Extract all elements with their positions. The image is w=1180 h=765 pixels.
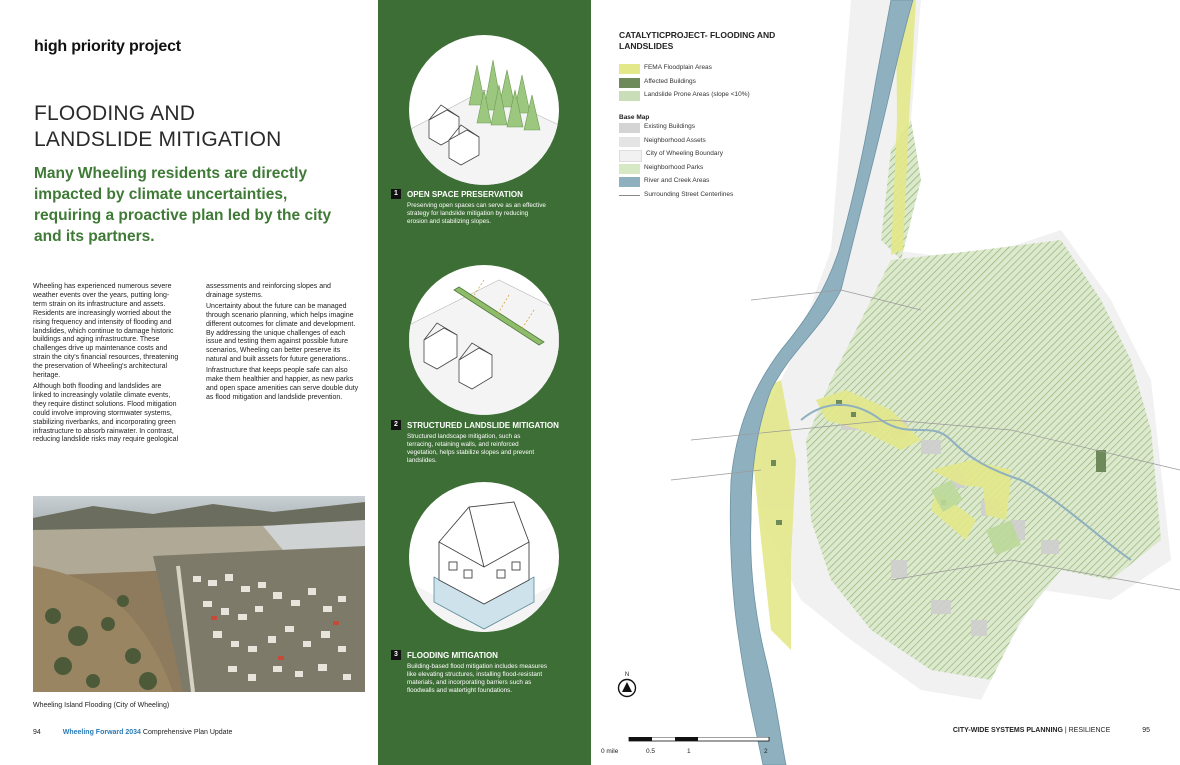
page-title	[34, 101, 354, 153]
affected-building	[776, 520, 782, 525]
legend-label: City of Wheeling Boundary	[646, 150, 723, 157]
legend-title: CATALYTICPROJECT- FLOODING AND LANDSLIDES	[619, 30, 776, 51]
paragraph: Uncertainty about the future can be managed through scenario planning, which helps imagine different outcomes for climate and development. By addressing the unique challenges of each issue and testing them against possible future scenarios, Wheeling can better preserve its natural and built assets for future generations..	[206, 302, 356, 364]
step-heading: OPEN SPACE PRESERVATION	[407, 190, 523, 199]
legend-swatch	[619, 91, 640, 101]
step-description: Structured landscape mitigation, such as terracing, retaining walls, and reinforced vegetation, helps stabilize slopes and prevent landslides.	[407, 433, 535, 464]
scale-label: 1	[687, 748, 691, 755]
kicker-label: high priority project	[34, 38, 181, 55]
map-page	[591, 0, 1180, 765]
affected-building	[771, 460, 776, 466]
page-number: 94	[33, 729, 41, 736]
scale-bar-graphic	[601, 737, 776, 743]
base-map-label: Base Map	[619, 114, 650, 121]
legend-item	[619, 64, 809, 78]
legend-item	[619, 123, 809, 137]
map-legend	[619, 30, 809, 204]
legend-swatch	[619, 78, 640, 88]
open-space-illustration	[409, 35, 559, 185]
legend-label: Neighborhood Parks	[644, 163, 704, 171]
scale-bar	[601, 730, 776, 757]
legend-item	[619, 137, 809, 151]
photo-caption: Wheeling Island Flooding (City of Wheeling)	[33, 702, 170, 709]
title-line-1: FLOODING AND	[34, 102, 196, 126]
body-column-1	[33, 283, 180, 447]
strategy-step-3	[391, 650, 581, 695]
footer-section: CITY-WIDE SYSTEMS PLANNING	[952, 727, 1063, 734]
step-number: 3	[391, 650, 401, 660]
right-footer	[953, 727, 1150, 734]
left-page	[0, 0, 378, 765]
legend-swatch	[619, 164, 640, 174]
scale-label: 0.5	[646, 748, 656, 755]
paragraph: Although both flooding and landslides are linked to increasingly volatile climate events, they require distinct solutions. Flood mitigation could involve improving stormwater systems, stabilizing riverbanks, and incorporating green infrastructure to absorb rainwater. In contrast, reducing landslide risks may require geological	[33, 382, 179, 444]
legend-label: Landslide Prone Areas (slope <10%)	[644, 91, 750, 98]
flood-building-illustration	[409, 482, 559, 632]
legend-swatch	[619, 177, 640, 187]
legend-label: FEMA Floodplain Areas	[644, 64, 712, 71]
footer-topic: RESILIENCE	[1068, 727, 1111, 734]
paragraph: assessments and reinforcing slopes and drainage systems.	[206, 283, 331, 299]
legend-items	[619, 64, 809, 204]
title-line-2: LANDSLIDE MITIGATION	[34, 128, 282, 152]
legend-label: Neighborhood Assets	[644, 136, 706, 144]
strategies-panel	[378, 0, 591, 765]
legend-item	[619, 164, 809, 178]
lede-statement: Many Wheeling residents are directly impacted by climate uncertainties, requiring a proactive plan led by the city and its partners.	[34, 165, 332, 245]
affected-building	[851, 412, 856, 417]
flood-photo	[33, 496, 365, 692]
scale-label: 2	[764, 748, 768, 755]
step-number: 2	[391, 420, 401, 430]
strategy-step-1	[391, 189, 581, 226]
footer-text: Comprehensive Plan Update	[142, 729, 233, 736]
step-number: 1	[391, 189, 401, 199]
paragraph: Infrastructure that keeps people safe can also make them healthier and happier, as new parks and open space amenities can serve double duty as flood mitigation and landslide prevention.	[206, 367, 359, 401]
left-footer	[33, 729, 232, 736]
step-description: Building-based flood mitigation includes measures like elevating structures, installing flood-resistant materials, and incorporating barriers such as floodwalls and watertight foundations.	[407, 663, 548, 694]
legend-item	[619, 177, 809, 191]
affected-building	[1096, 450, 1106, 472]
north-arrow	[617, 672, 637, 703]
step-description: Preserving open spaces can serve as an effective strategy for landslide mitigation by reducing erosion and stabilizing slopes.	[407, 202, 546, 225]
scale-label: 0 mile	[601, 748, 619, 755]
legend-label: River and Creek Areas	[644, 177, 710, 184]
legend-swatch	[619, 123, 640, 133]
footer-separator: |	[1062, 727, 1069, 734]
step-heading: STRUCTURED LANDSLIDE MITIGATION	[407, 421, 559, 430]
footer-brand: Wheeling Forward 2034	[62, 729, 141, 736]
scale-labels	[601, 748, 776, 757]
page-number: 95	[1142, 727, 1150, 734]
legend-swatch	[619, 64, 640, 74]
landslide-structure-illustration	[409, 265, 559, 415]
paragraph: Wheeling has experienced numerous severe weather events over the years, putting long-term strain on its infrastructure and assets. Residents are increasingly worried about the rising frequency and intensity of flooding and landslides, which continue to damage historic buildings and aging infrastructure. These challenges drive up maintenance costs and strain the city's financial resources, threatening the preservation of Wheeling's architectural heritage.	[33, 283, 179, 380]
body-column-2	[206, 283, 360, 405]
legend-item	[619, 91, 809, 111]
north-label: N	[624, 672, 630, 678]
legend-item	[619, 191, 809, 205]
legend-swatch	[619, 150, 642, 162]
legend-item	[619, 150, 809, 164]
legend-item	[619, 78, 809, 92]
legend-label: Existing Buildings	[644, 123, 695, 130]
legend-label: Surrounding Street Centerlines	[644, 190, 734, 198]
legend-swatch	[619, 195, 640, 196]
legend-label: Affected Buildings	[644, 77, 696, 85]
strategy-step-2	[391, 420, 581, 465]
north-arrow-icon	[617, 678, 637, 698]
legend-swatch	[619, 137, 640, 147]
step-heading: FLOODING MITIGATION	[407, 651, 498, 660]
